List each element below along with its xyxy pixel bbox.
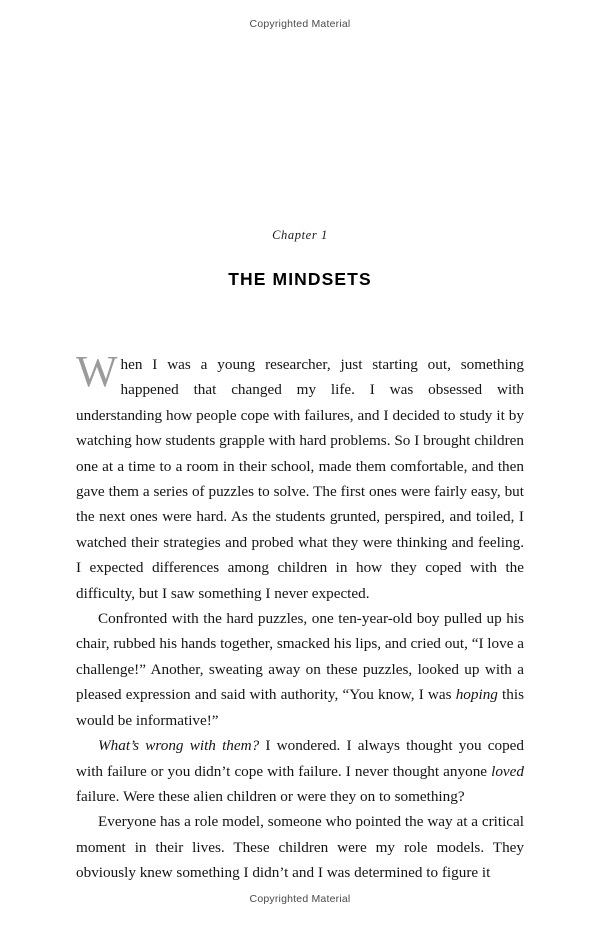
paragraph-2-part-1: Confronted with the hard puzzles, one ten-year-old boy pulled up his chair, rubbed his hands together, smacked his lips, and cried out, “I love a challenge!” Another, sweating away on these puzzles, looked up with a pleased expression and said with authority, “You know, I was [76,610,524,704]
chapter-title: THE MINDSETS [228,269,372,289]
paragraph-3-part-1: I wondered. I always thought you coped with failure or you didn’t cope with failure. I never thought anyone [76,737,525,780]
paragraph-3 [76,733,524,809]
paragraph-1: When I was a young researcher, just starting out, something happened that changed my life. I was obsessed with understanding how people cope with failures, and I decided to study it by watching how students grapple with hard problems. So I brought children one at a time to a room in their school, made them comfortable, and then gave them a series of puzzles to solve. The first ones were fairly easy, but the next ones were hard. As the students grunted, perspired, and toiled, I watched their strategies and probed what they were thinking and feeling. I expected differences among children in how they coped with the difficulty, but I saw something I never expected. [76,347,524,602]
paragraph-3-part-2: failure. Were these alien children or were they on to something? [76,787,465,805]
paragraph-2-part-2: this would be informative!” [76,686,524,729]
paragraph-3-emphasis-question: What’s wrong with them? [98,737,260,755]
watermark-top: Copyrighted Material [249,18,351,30]
paragraph-2-emphasis-hoping: hoping [455,686,498,704]
watermark-bottom: Copyrighted Material [249,893,351,905]
paragraph-4: Everyone has a role model, someone who pointed the way at a critical moment in their lives. These children were my role models. They obviously knew something I didn’t and I was determined to figure it [76,813,524,882]
page-content [76,228,524,886]
chapter-label: Chapter 1 [272,228,328,242]
paragraph-3-emphasis-loved: loved [491,762,524,780]
paragraph-2 [76,606,524,733]
